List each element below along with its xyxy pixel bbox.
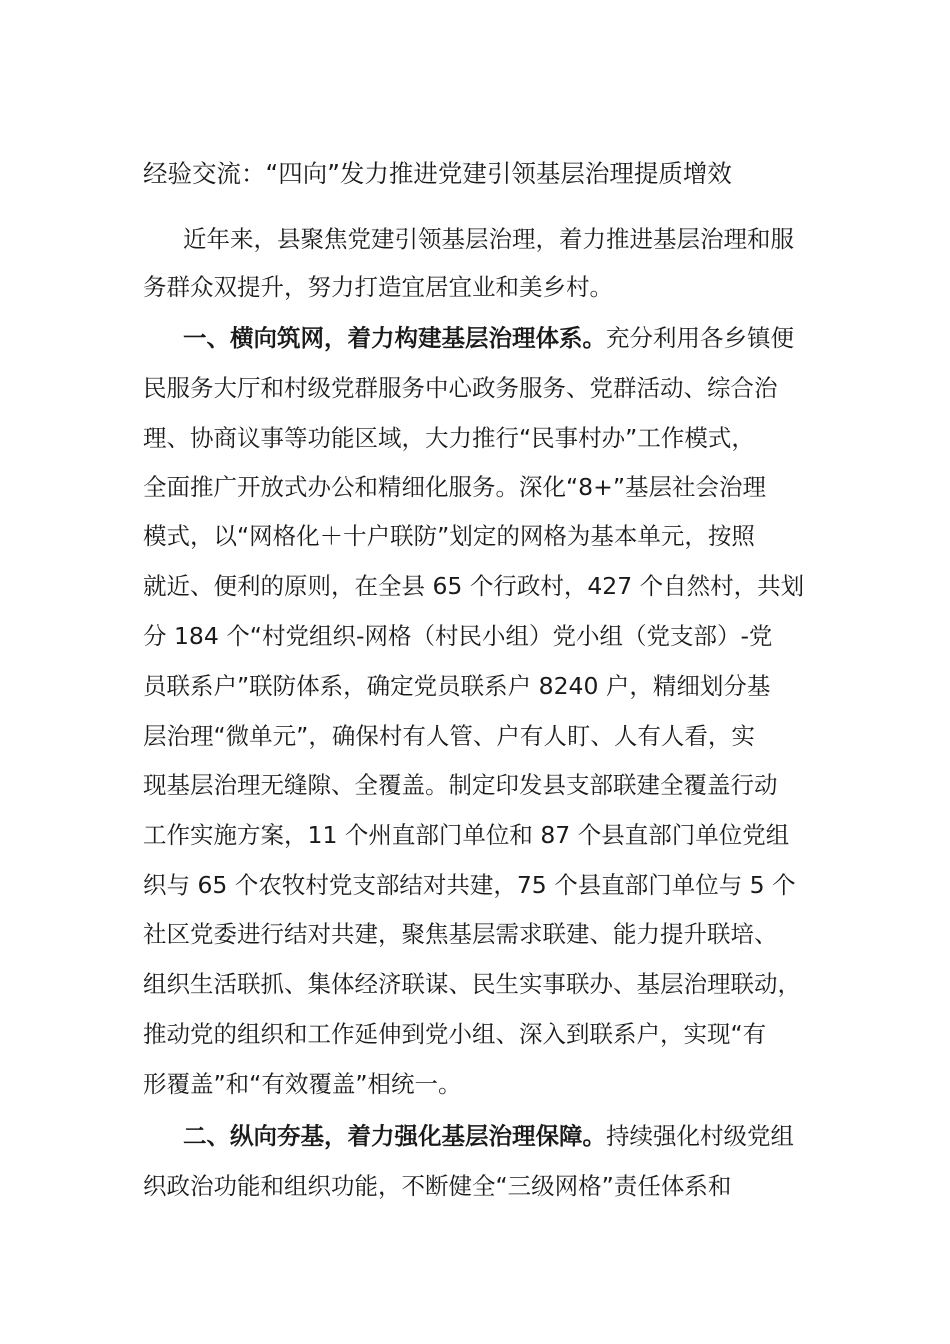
section1-line: 层治理“微单元”，确保村有人管、户有人盯、人有人看，实	[143, 722, 755, 750]
section1-line: 模式，以“网格化＋十户联防”划定的网格为基本单元，按照	[143, 522, 755, 550]
section1-line: 员联系户”联防体系，确定党员联系户 8240 户，精细划分基	[143, 672, 771, 700]
section1-line: 织与 65 个农牧村党支部结对共建，75 个县直部门单位与 5 个	[143, 871, 796, 899]
section1-line: 就近、便利的原则，在全县 65 个行政村，427 个自然村，共划	[143, 572, 805, 600]
section2-first-line-rest: 持续强化村级党组	[606, 1122, 794, 1150]
section1-line: 全面推广开放式办公和精细化服务。深化“8+”基层社会治理	[143, 473, 766, 501]
section1-first-line	[183, 318, 863, 358]
intro-line-1: 近年来，县聚焦党建引领基层治理，着力推进基层治理和服	[183, 225, 794, 253]
section1-line: 社区党委进行结对共建，聚焦基层需求联建、能力提升联培、	[143, 920, 778, 948]
section2-first-line	[183, 1116, 863, 1156]
section1-first-line-rest: 充分利用各乡镇便	[606, 324, 794, 352]
section1-line: 理、协商议事等功能区域，大力推行“民事村办”工作模式，	[143, 424, 755, 452]
section1-line: 工作实施方案，11 个州直部门单位和 87 个县直部门单位党组	[143, 821, 790, 849]
section1-line: 民服务大厅和村级党群服务中心政务服务、党群活动、综合治	[143, 374, 778, 402]
section1-line: 分 184 个“村党组织-网格（村民小组）党小组（党支部）-党	[143, 622, 773, 650]
section1-heading: 一、横向筑网，着力构建基层治理体系。	[183, 324, 606, 352]
section1-line: 现基层治理无缝隙、全覆盖。制定印发县支部联建全覆盖行动	[143, 771, 778, 799]
document-title: 经验交流：“四向”发力推进党建引领基层治理提质增效	[143, 159, 732, 188]
section1-line: 推动党的组织和工作延伸到党小组、深入到联系户，实现“有	[143, 1020, 767, 1048]
section2-heading: 二、纵向夯基，着力强化基层治理保障。	[183, 1122, 606, 1150]
section2-line: 织政治功能和组织功能，不断健全“三级网格”责任体系和	[143, 1172, 732, 1200]
section1-line: 组织生活联抓、集体经济联谋、民生实事联办、基层治理联动，	[143, 970, 801, 998]
intro-line-2: 务群众双提升，努力打造宜居宜业和美乡村。	[143, 273, 613, 301]
section1-line: 形覆盖”和“有效覆盖”相统一。	[143, 1070, 462, 1098]
